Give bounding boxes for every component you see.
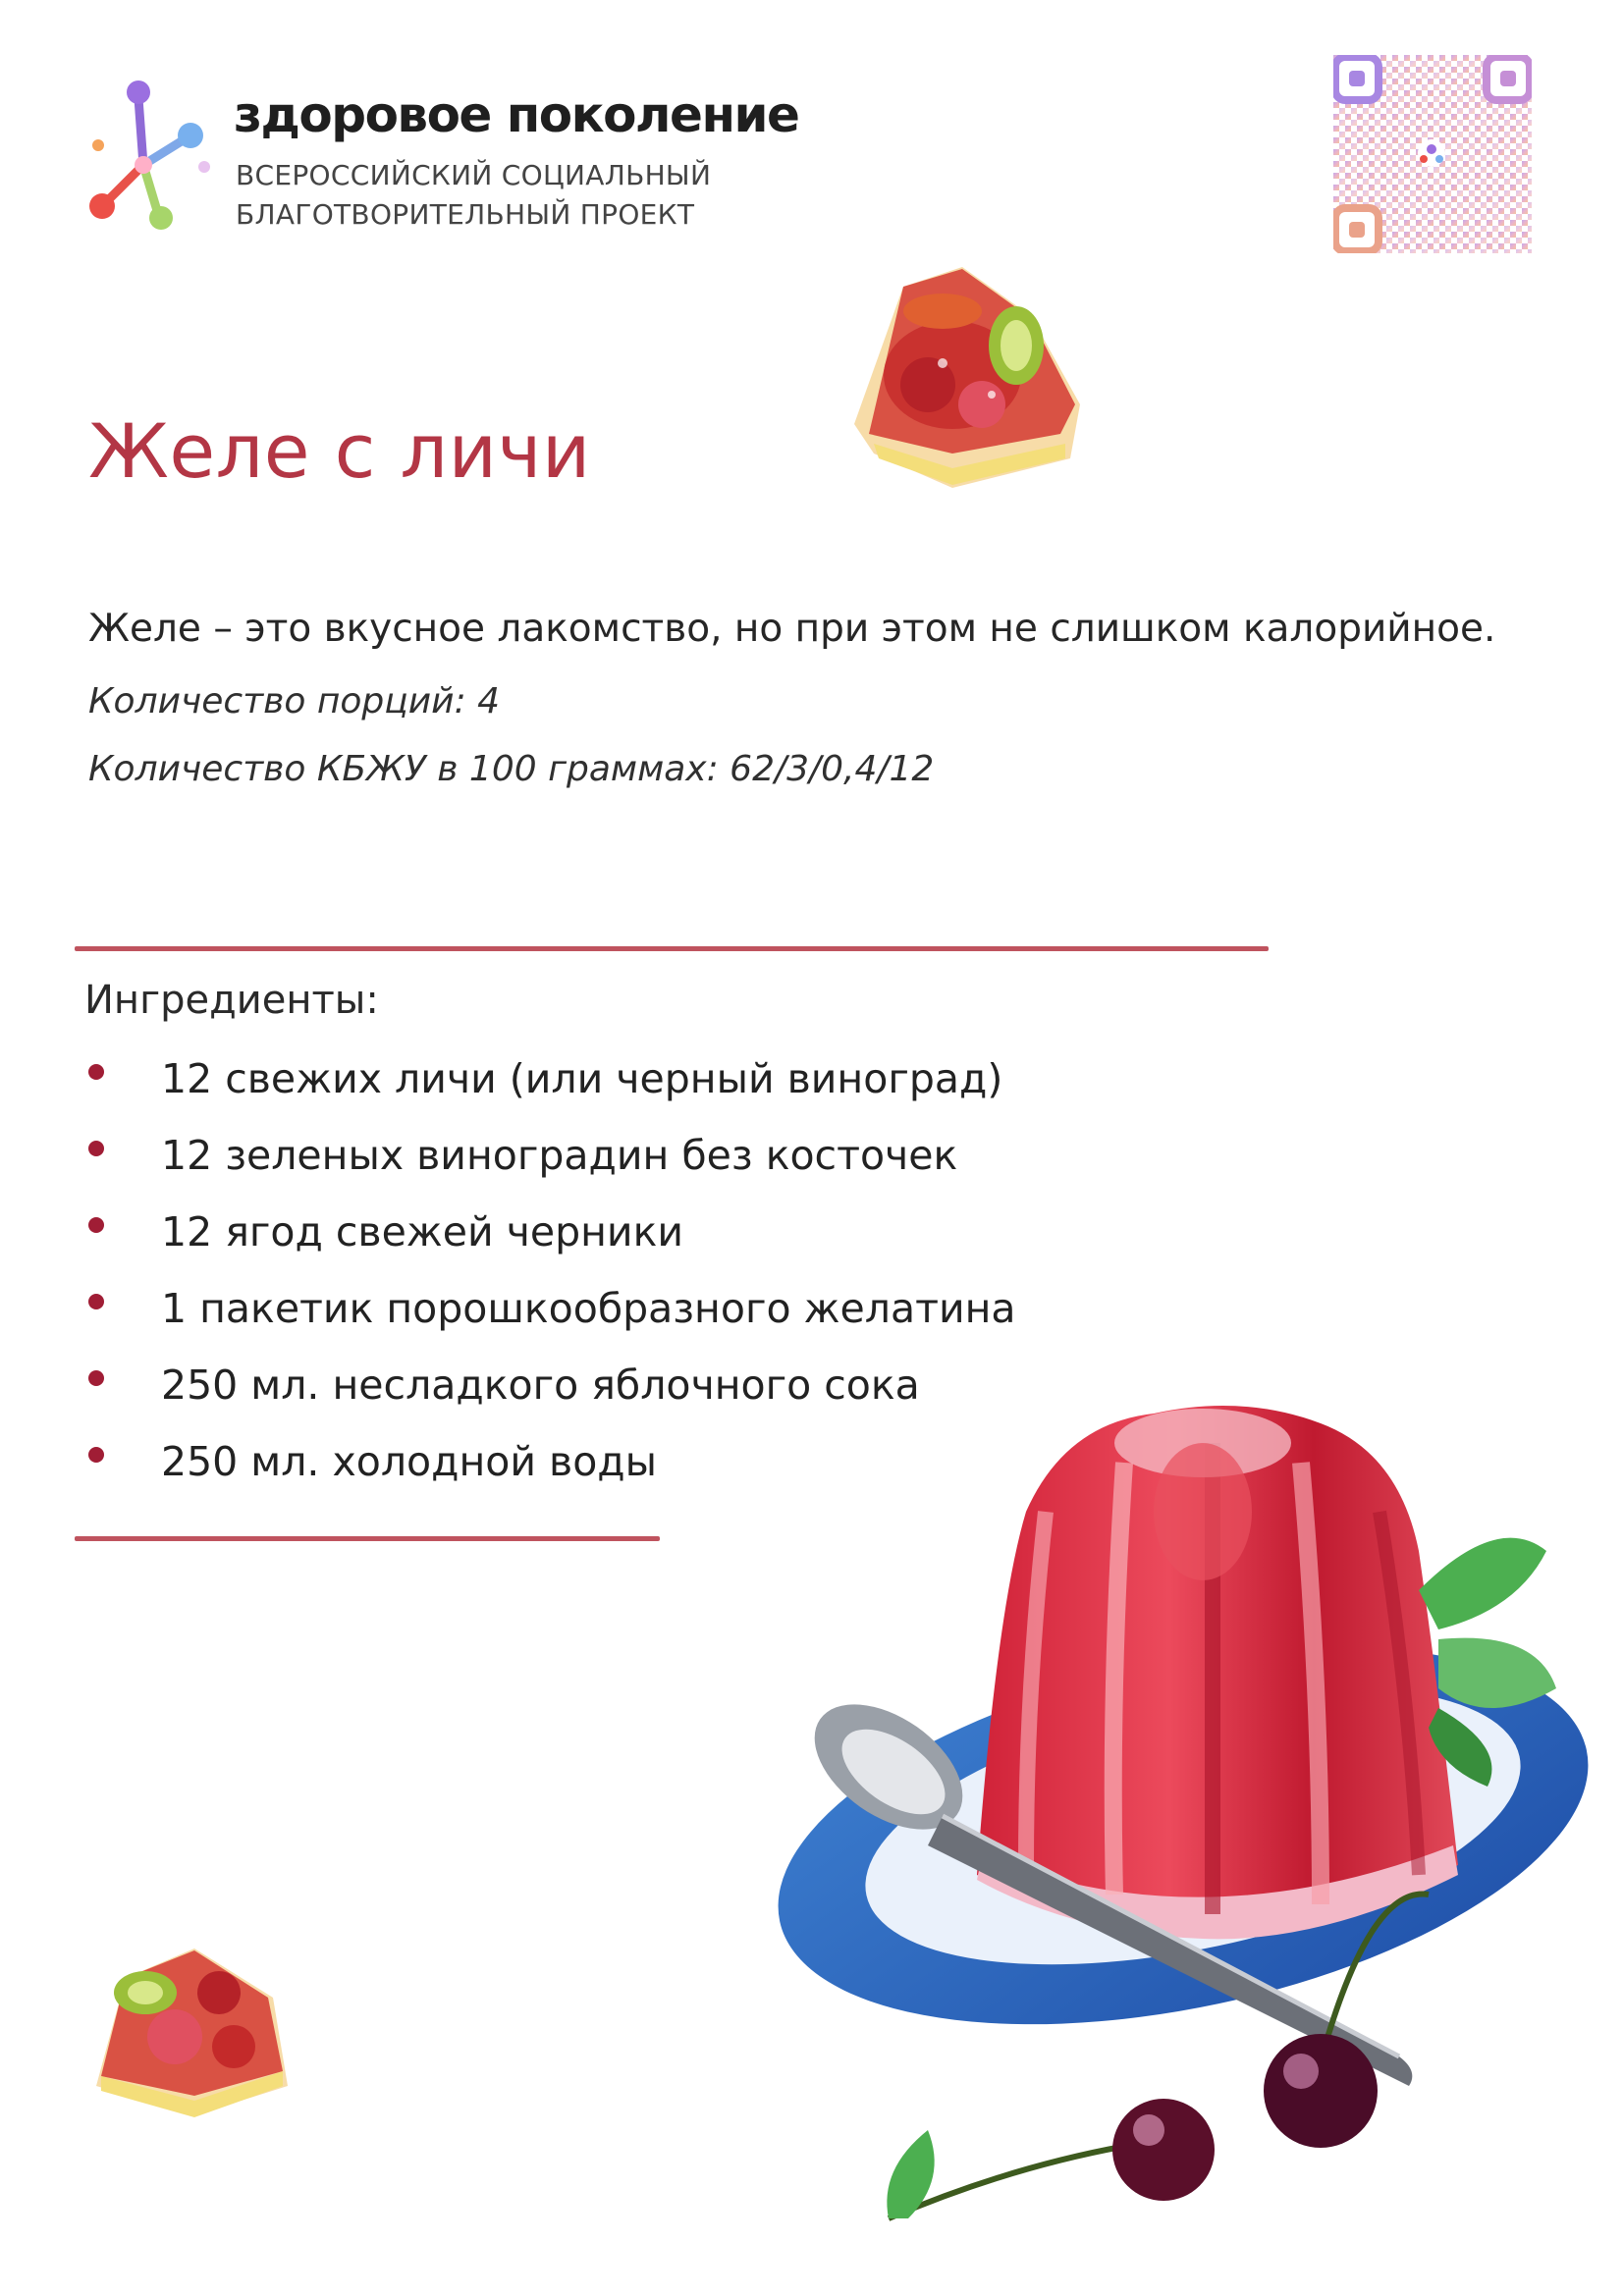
bullet-icon: [88, 1141, 104, 1156]
brand-subtitle-line-1: ВСЕРОССИЙСКИЙ СОЦИАЛЬНЫЙ: [236, 159, 712, 191]
molecule-logo-icon: [84, 77, 212, 234]
brand-name: здоровое поколение: [234, 86, 799, 143]
ingredient-text: 12 ягод свежей черники: [161, 1208, 683, 1255]
list-item: [84, 1431, 1016, 1508]
bullet-icon: [88, 1447, 104, 1463]
section-divider-bottom: [75, 1536, 660, 1541]
section-divider-top: [75, 946, 1269, 951]
ingredients-list: [84, 1048, 1016, 1508]
ingredient-text: 250 мл. несладкого яблочного сока: [161, 1362, 920, 1409]
ingredient-text: 250 мл. холодной воды: [161, 1438, 658, 1485]
servings-count: Количество порций: 4: [88, 681, 501, 721]
ingredient-text: 1 пакетик порошкообразного желатина: [161, 1285, 1016, 1332]
brand-subtitle-line-2: БЛАГОТВОРИТЕЛЬНЫЙ ПРОЕКТ: [236, 198, 695, 231]
ingredients-heading: Ингредиенты:: [84, 978, 379, 1023]
list-item: [84, 1278, 1016, 1355]
ingredient-text: 12 свежих личи (или черный виноград): [161, 1055, 1003, 1102]
list-item: [84, 1201, 1016, 1278]
jelly-slice-small-illustration: [86, 1939, 298, 2125]
bullet-icon: [88, 1294, 104, 1309]
bullet-icon: [88, 1370, 104, 1386]
qr-code-icon[interactable]: [1333, 55, 1532, 253]
list-item: [84, 1125, 1016, 1201]
recipe-title: Желе с личи: [88, 407, 591, 495]
recipe-intro: Желе – это вкусное лакомство, но при этом не слишком калорийное.: [88, 607, 1496, 651]
nutrition-kbju: Количество КБЖУ в 100 граммах: 62/3/0,4/12: [88, 749, 935, 789]
list-item: [84, 1355, 1016, 1431]
list-item: [84, 1048, 1016, 1125]
ingredient-text: 12 зеленых виноградин без косточек: [161, 1132, 958, 1179]
bullet-icon: [88, 1217, 104, 1233]
bullet-icon: [88, 1064, 104, 1080]
jelly-slice-illustration: [835, 257, 1100, 493]
